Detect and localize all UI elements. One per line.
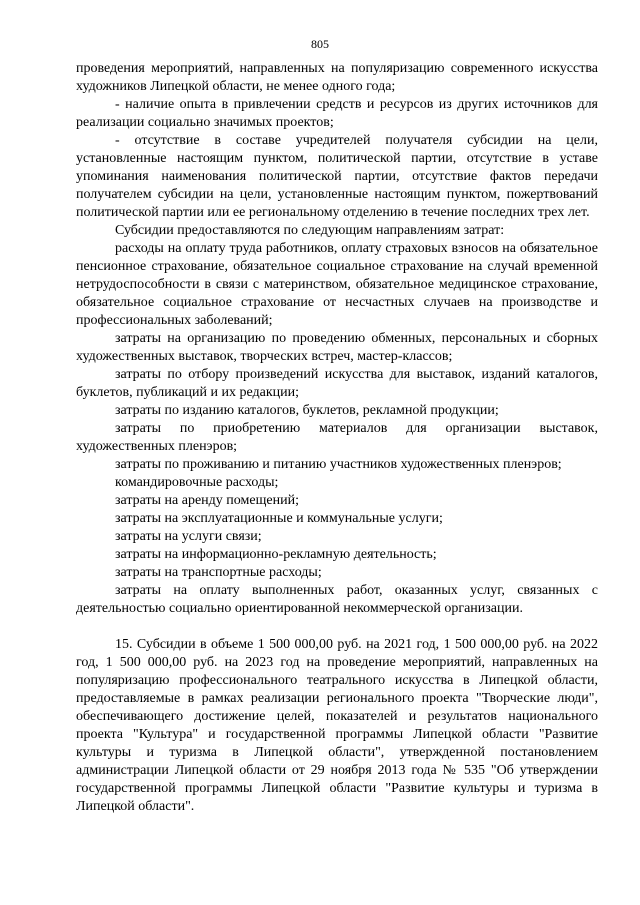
paragraph: Субсидии предоставляются по следующим направлениям затрат: — [115, 223, 505, 238]
paragraph: затраты на организацию по проведению обменных, персональных и сборных художественных выставок, творческих встреч, мастер-классов; — [76, 331, 598, 364]
paragraph: затраты по отбору произведений искусства для выставок, изданий каталогов, буклетов, публикаций и их редакции; — [76, 367, 598, 400]
document-body — [76, 60, 598, 816]
paragraph: затраты на аренду помещений; — [115, 493, 299, 508]
page-number: 805 — [311, 37, 329, 51]
paragraph: затраты на транспортные расходы; — [115, 565, 322, 580]
paragraph: - отсутствие в составе учредителей получателя субсидии на цели, установленные настоящим пунктом, политической партии, отсутствие в уставе упоминания наименования политической партии, отсутствие фактов передачи получателем субсидии на цели, установленные настоящим пунктом, пожертвований политической партии или ее региональному отделению в течение последних трех лет. — [76, 133, 598, 220]
paragraph: затраты по изданию каталогов, буклетов, рекламной продукции; — [115, 403, 499, 418]
paragraph: 15. Субсидии в объеме 1 500 000,00 руб. на 2021 год, 1 500 000,00 руб. на 2022 год, 1 500 000,00 руб. на 2023 год на проведение мероприятий, направленных на популяризацию профессионального театрального искусства в Липецкой области, предоставляемые в рамках реализации регионального проекта "Творческие люди", обеспечивающего достижение целей, показателей и результатов национального проекта "Культура" и государственной программы Липецкой области "Развитие культуры и туризма в Липецкой области", утвержденной постановлением администрации Липецкой области от 29 ноября 2013 года № 535 "Об утверждении государственной программы Липецкой области "Развитие культуры и туризма в Липецкой области". — [76, 637, 598, 814]
paragraph-gap — [76, 618, 598, 636]
paragraph: затраты на оплату выполненных работ, оказанных услуг, связанных с деятельностью социально ориентированной некоммерческой организации. — [76, 583, 598, 616]
paragraph: затраты по проживанию и питанию участников художественных пленэров; — [115, 457, 562, 472]
paragraph: затраты на эксплуатационные и коммунальные услуги; — [115, 511, 443, 526]
paragraph: затраты на информационно-рекламную деятельность; — [115, 547, 437, 562]
paragraph: - наличие опыта в привлечении средств и ресурсов из других источников для реализации социально значимых проектов; — [76, 97, 598, 130]
paragraph: затраты по приобретению материалов для организации выставок, художественных пленэров; — [76, 421, 598, 454]
paragraph: командировочные расходы; — [115, 475, 279, 490]
paragraph: проведения мероприятий, направленных на популяризацию современного искусства художников Липецкой области, не менее одного года; — [76, 61, 598, 94]
paragraph: затраты на услуги связи; — [115, 529, 262, 544]
paragraph: расходы на оплату труда работников, оплату страховых взносов на обязательное пенсионное страхование, обязательное социальное страхование на случай временной нетрудоспособности в связи с материнством, обязательное медицинское страхование, обязательное социальное страхование от несчастных случаев на производстве и профессиональных заболеваний; — [76, 241, 598, 328]
